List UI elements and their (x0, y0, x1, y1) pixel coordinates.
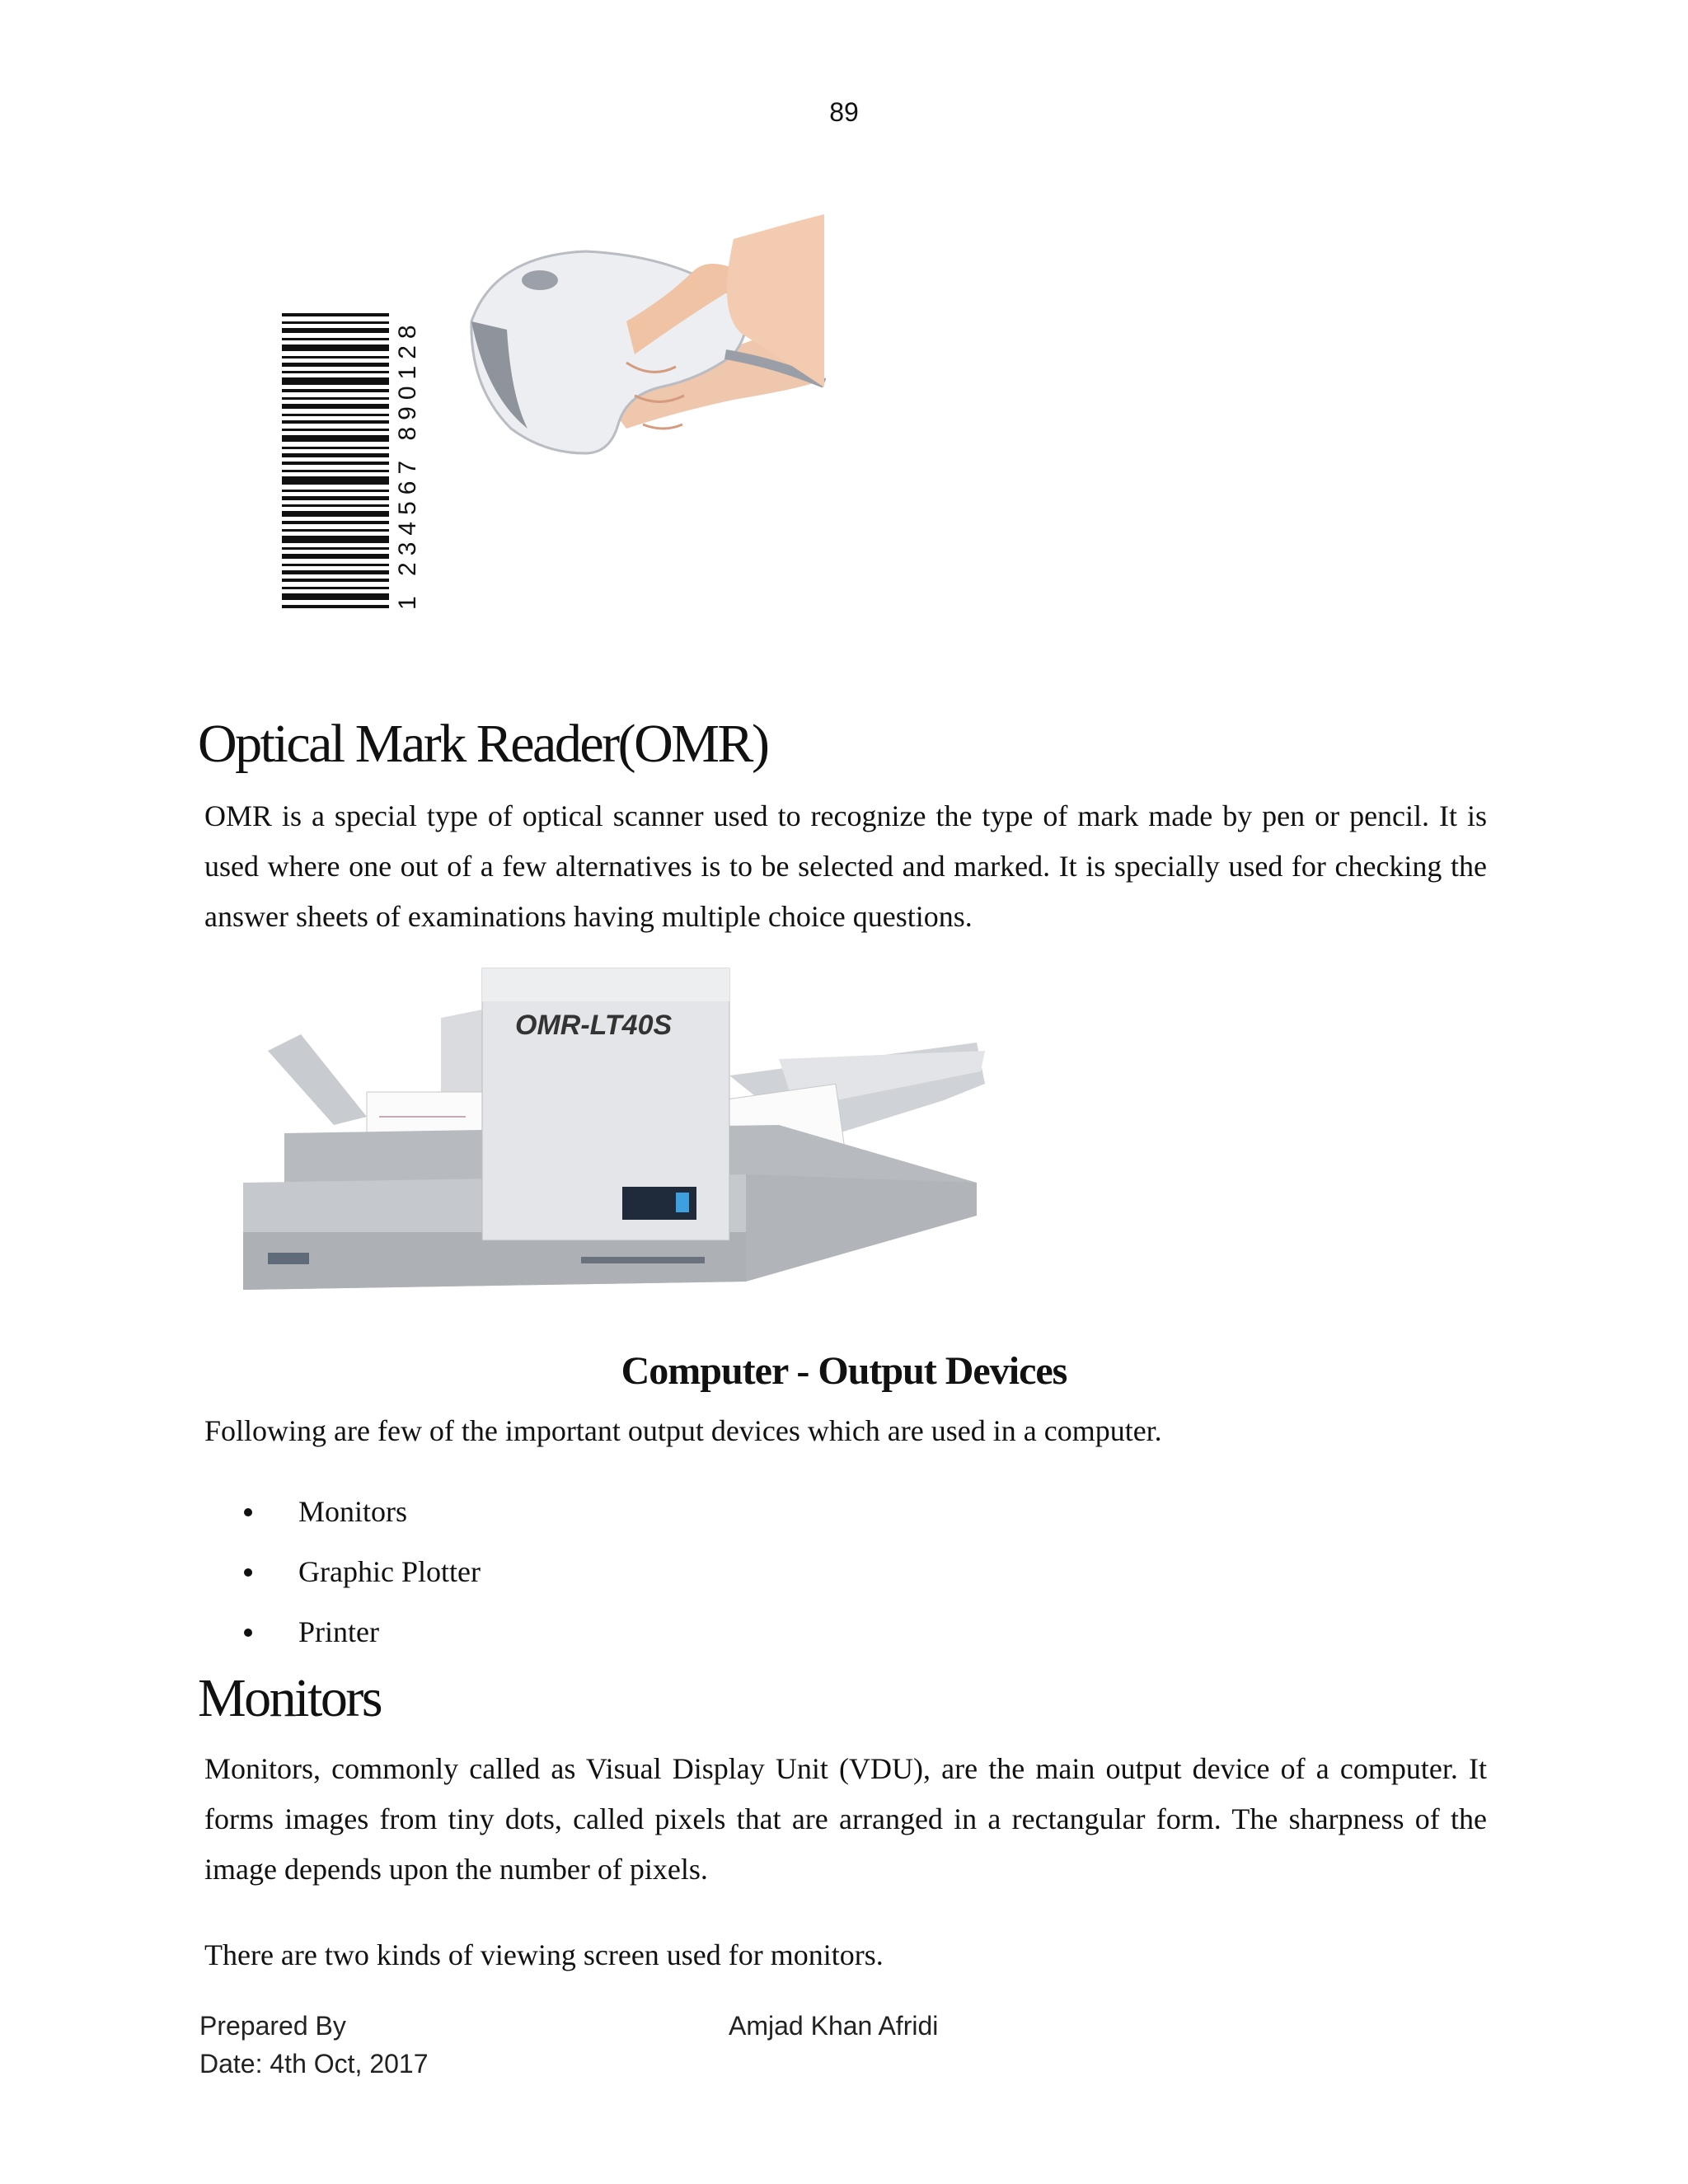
output-devices-intro: Following are few of the important output devices which are used in a computer. (204, 1414, 1162, 1447)
bullet-icon (244, 1629, 252, 1637)
list-item (244, 1495, 481, 1555)
footer-date: Date: 4th Oct, 2017 (199, 2049, 429, 2079)
section-title-monitors: Monitors (198, 1668, 382, 1728)
section-title-output-devices: Computer - Output Devices (621, 1349, 1067, 1393)
barcode-icon (282, 313, 421, 610)
page-number: 89 (829, 97, 859, 127)
barcode-scanner-figure (272, 190, 931, 651)
footer-author: Amjad Khan Afridi (729, 2011, 939, 2041)
list-item-label: Graphic Plotter (298, 1555, 481, 1588)
output-devices-list (244, 1495, 481, 1675)
omr-paragraph: OMR is a special type of optical scanner used to recognize the type of mark made by pen or pencil. It is used where one out of a few alternatives is to be selected and marked. It is specially used for checking the answer sheets of examinations having multiple choice questions. (204, 799, 1487, 933)
list-item (244, 1615, 481, 1675)
bullet-icon (244, 1568, 252, 1577)
hand-held-scanner-icon (471, 214, 824, 453)
list-item (244, 1555, 481, 1615)
barcode-digits: 1 234567 890128 (394, 318, 421, 610)
bullet-icon (244, 1508, 252, 1516)
omr-machine-figure (235, 960, 1026, 1298)
omr-machine-label: OMR-LT40S (515, 1010, 673, 1041)
footer-prepared-by: Prepared By (199, 2011, 346, 2041)
list-item-label: Printer (298, 1615, 379, 1648)
section-title-omr: Optical Mark Reader(OMR) (198, 714, 768, 774)
list-item-label: Monitors (298, 1495, 408, 1528)
barcode-scanner-illustration (272, 190, 931, 651)
monitors-paragraph: Monitors, commonly called as Visual Display Unit (VDU), are the main output device of a computer. It forms images from tiny dots, called pixels that are arranged in a rectangular form. The sharpness of the image depends upon the number of pixels. (204, 1752, 1487, 1886)
monitors-paragraph-2: There are two kinds of viewing screen used for monitors. (204, 1938, 884, 1971)
omr-machine-illustration (235, 960, 1026, 1298)
